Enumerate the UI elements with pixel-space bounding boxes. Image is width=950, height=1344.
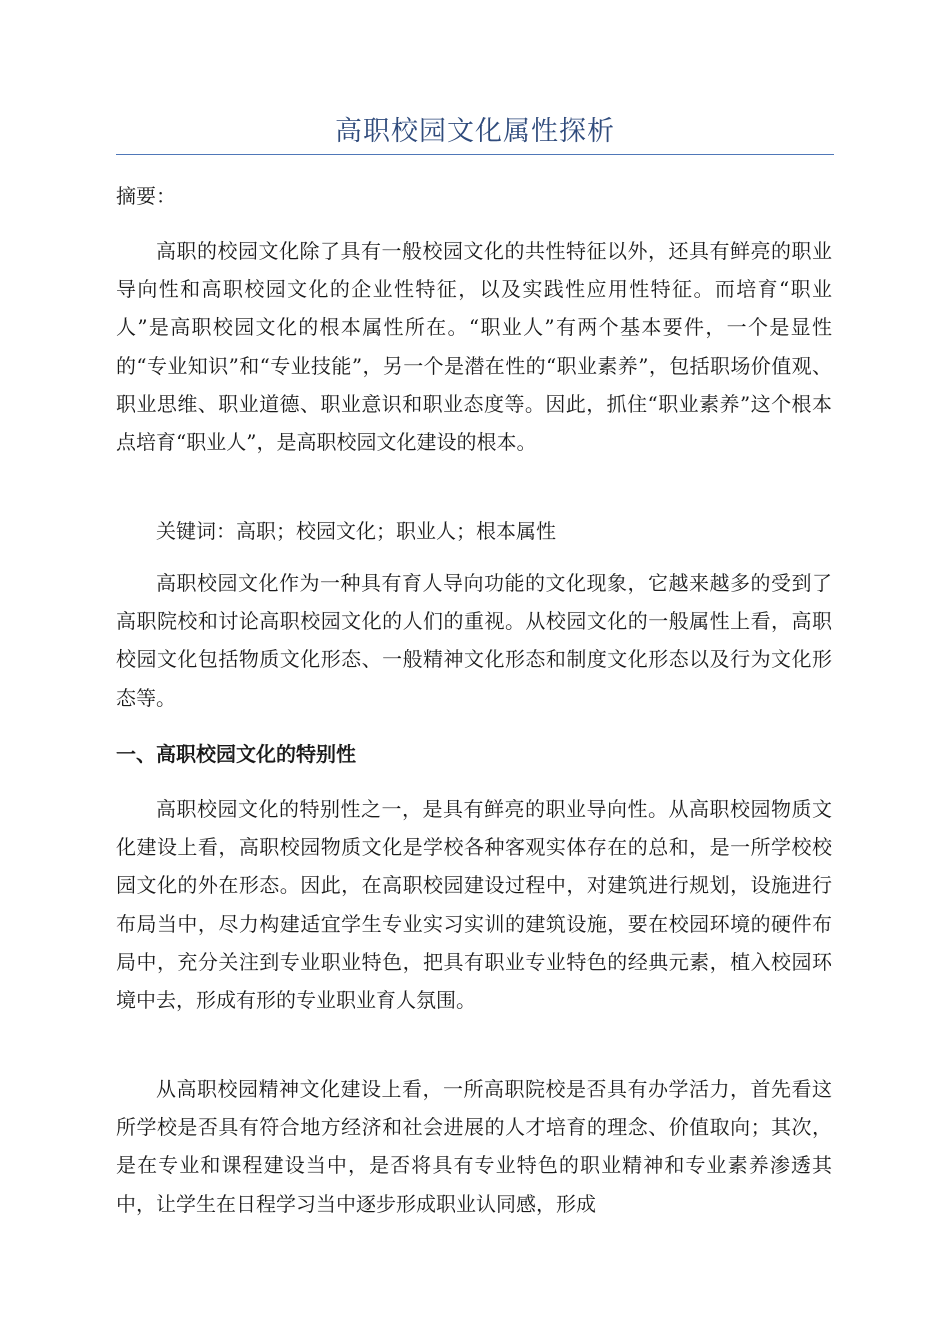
abstract-paragraph: 高职的校园文化除了具有一般校园文化的共性特征以外，还具有鲜亮的职业导向性和高职校园文化的企业性特征，以及实践性应用性特征。而培育“职业人”是高职校园文化的根本属性所在。“职业人”有两个基本要件，一个是显性的“专业知识”和“专业技能”，另一个是潜在性的“职业素养”，包括职场价值观、职业思维、职业道德、职业意识和职业态度等。因此，抓住“职业素养”这个根本点培育“职业人”，是高职校园文化建设的根本。	[116, 239, 832, 455]
section-heading: 一、高职校园文化的特别性	[116, 742, 356, 766]
title-underline	[116, 154, 834, 155]
section-paragraph: 从高职校园精神文化建设上看，一所高职院校是否具有办学活力，首先看这所学校是否具有符合地方经济和社会进展的人才培育的理念、价值取向；其次，是在专业和课程建设当中，是否将具有专业特色的职业精神和专业素养渗透其中，让学生在日程学习当中逐步形成职业认同感，形成	[116, 1077, 832, 1216]
intro-paragraph: 高职校园文化作为一种具有育人导向功能的文化现象，它越来越多的受到了高职院校和讨论高职校园文化的人们的重视。从校园文化的一般属性上看，高职校园文化包括物质文化形态、一般精神文化形态和制度文化形态以及行为文化形态等。	[116, 571, 832, 710]
abstract-label: 摘要：	[116, 184, 176, 208]
keywords-line: 关键词：高职；校园文化；职业人；根本属性	[156, 519, 556, 543]
section-paragraph: 高职校园文化的特别性之一，是具有鲜亮的职业导向性。从高职校园物质文化建设上看，高职校园物质文化是学校各种客观实体存在的总和，是一所学校校园文化的外在形态。因此，在高职校园建设过程中，对建筑进行规划，设施进行布局当中，尽力构建适宜学生专业实习实训的建筑设施，要在校园环境的硬件布局中，充分关注到专业职业特色，把具有职业专业特色的经典元素，植入校园环境中去，形成有形的专业职业育人氛围。	[116, 797, 832, 1013]
document-title: 高职校园文化属性探析	[335, 116, 615, 147]
